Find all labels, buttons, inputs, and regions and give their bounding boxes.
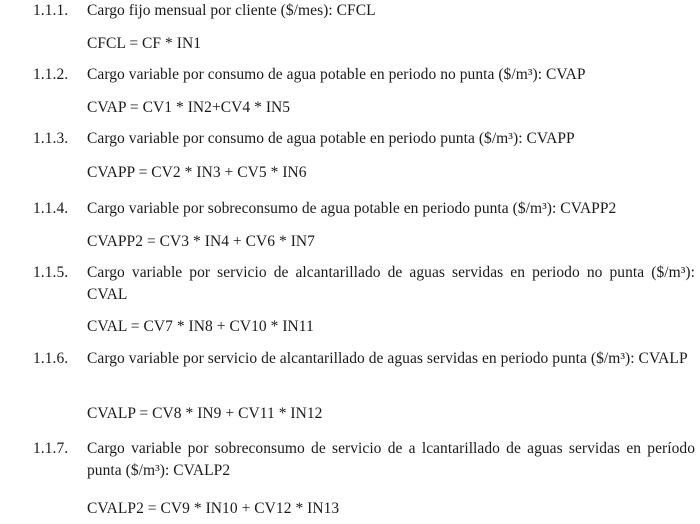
section-title: Cargo fijo mensual por cliente ($/mes): CFCL: [87, 2, 376, 19]
section-number: 1.1.6.: [33, 350, 69, 367]
section-number: 1.1.5.: [33, 264, 69, 281]
formula: CVAP = CV1 * IN2+CV4 * IN5: [87, 99, 291, 116]
section-number: 1.1.4.: [33, 200, 69, 217]
formula: CVAPP2 = CV3 * IN4 + CV6 * IN7: [87, 233, 315, 250]
section-number: 1.1.3.: [33, 130, 69, 147]
section-title: Cargo variable por sobreconsumo de agua potable en periodo punta ($/m³): CVAPP2: [87, 200, 617, 217]
section-number: 1.1.2.: [33, 66, 69, 83]
section-title: Cargo variable por servicio de alcantarillado de aguas servidas en periodo punta ($/m³): CVALP: [87, 350, 688, 367]
section-title: Cargo variable por consumo de agua potable en periodo punta ($/m³): CVAPP: [87, 130, 575, 147]
formula: CVALP2 = CV9 * IN10 + CV12 * IN13: [87, 500, 340, 517]
section-title: Cargo variable por servicio de alcantarillado de aguas servidas en periodo no punta ($/m³): CVAL: [87, 264, 695, 303]
formula: CVALP = CV8 * IN9 + CV11 * IN12: [87, 405, 323, 422]
section-title: Cargo variable por sobreconsumo de servicio de a lcantarillado de aguas servidas en período punta ($/m³): CVALP2: [87, 440, 695, 479]
section-title: Cargo variable por consumo de agua potable en periodo no punta ($/m³): CVAP: [87, 66, 586, 83]
formula: CVAL = CV7 * IN8 + CV10 * IN11: [87, 318, 314, 335]
formula: CVAPP = CV2 * IN3 + CV5 * IN6: [87, 164, 307, 181]
formula: CFCL = CF * IN1: [87, 35, 201, 52]
section-number: 1.1.1.: [33, 2, 69, 19]
section-number: 1.1.7.: [33, 440, 69, 457]
